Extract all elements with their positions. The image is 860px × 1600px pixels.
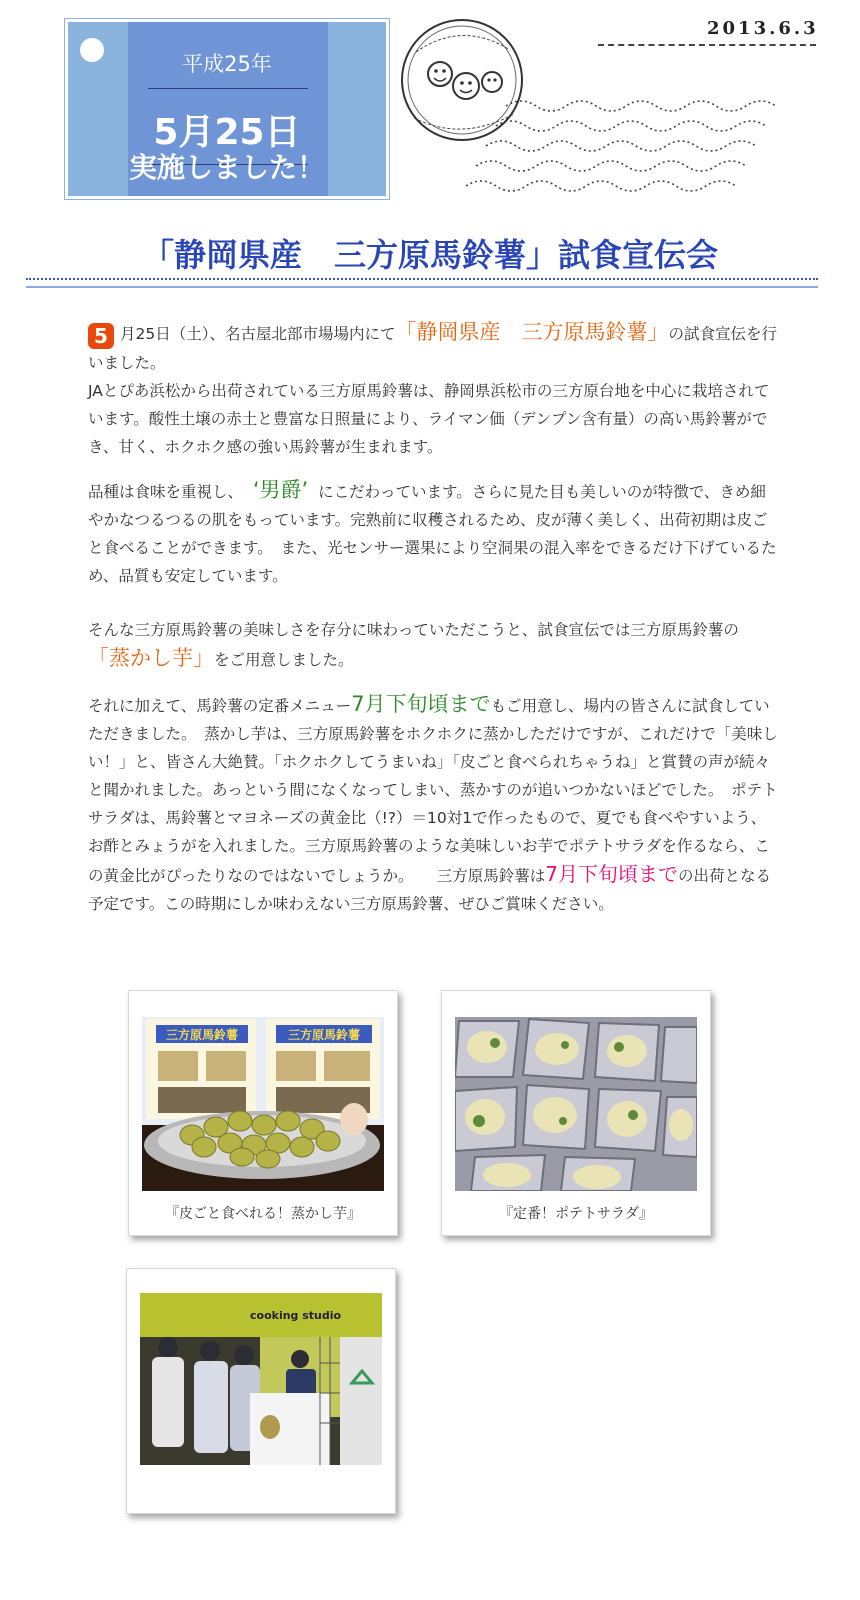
salad-text-3: の出荷となる予定です。この時期にしか味わえない三方原馬鈴薯、ぜひご賞味ください。 [88,867,772,913]
intro-text-3: JAとぴあ浜松から出荷されている三方原馬鈴薯は、静岡県浜松市の三方原台地を中心に栽培されています。酸性土壌の赤土と豊富な日照量により、ライマン価（デンプン含有量）の高い馬鈴薯ができ、甘く、ホクホク感の強い馬鈴薯が生まれます。 [88,382,770,456]
stamp-done-text: 実施しました！ [128,151,325,184]
steamed-highlight: 「蒸かし芋」 [88,646,214,670]
tasting-booth-image [140,1293,382,1465]
photo-potato-salad [441,990,711,1236]
intro-text-1: 月25日（土）、名古屋北部市場場内にて [120,325,396,343]
salad-text-2: もご用意し、場内の皆さんに試食していただきました。 蒸かし芋は、三方原馬鈴薯をホクホクに蒸かしただけですが、これだけで「美味しい！」と、皆さん大絶賛。「ホクホクしてうまいね」「皮ごと食べられちゃうね」と賞賛の声が続々と聞かれました。あっという間になくなってしまい、蒸かすのが追いつかないほどでした。 ポテトサラダは、馬鈴薯とマヨネーズの黄金比（!?）＝10対1で作ったもので、夏でも食べやすいよう、お酢とみょうがを入れました。三方原馬鈴薯のような美味しいお芋でポテトサラダを作るなら、この黄金比がぴったりなのではないでしょうか。 三方原馬鈴薯は [88,697,778,885]
photo-caption-salad: 『定番！ポテトサラダ』 [499,1206,653,1222]
steamed-text-2: をご用意しました。 [214,651,354,669]
steamed-potato-image [142,1017,384,1191]
variety-highlight: ‘男爵’ [252,478,309,502]
title-divider [26,278,818,288]
stamp-date: 5月25日 [153,112,301,153]
photo-steamed-potato [128,990,398,1236]
stamp-rule-top [148,88,308,89]
intro-text-2: の試食宣伝を行いました。 [88,325,777,372]
season-highlight: 7月下旬頃まで [545,862,678,886]
initial-badge: 5 [88,323,114,349]
page-title: 「静岡県産 三方原馬鈴薯」試食宣伝会 [141,236,718,274]
photo-caption-steamed: 『皮ごと食べれる！蒸かし芋』 [165,1206,361,1222]
intro-highlight: 「静岡県産 三方原馬鈴薯」 [395,320,669,344]
paragraph-steamed [88,616,778,674]
steamed-text-1: そんな三方原馬鈴薯の美味しさを存分に味わっていただこうと、試食宣伝では三方原馬鈴薯の [88,621,739,639]
variety-text-2: にこだわっています。さらに見た目も美しいのが特徴で、きめ細やかなつるつるの肌をもっています。完熟前に収穫されるため、皮が薄く美しく、出荷初期は皮ごと食べることができます。 また、光センサー選果により空洞果の混入率をできるだけ下げているため、品質も安定しています。 [88,483,777,585]
date-label: 2013.6.3 [707,18,819,39]
poster-title-right: 三方原馬鈴薯 [287,1028,361,1042]
booth-sign: cooking studio [250,1309,342,1322]
photo-tasting-booth [126,1268,396,1514]
stamp-era: 平成25年 [182,52,272,76]
potato-salad-image [455,1017,697,1191]
paragraph-salad [88,690,778,918]
salad-highlight: 7月下旬頃まで [351,692,491,716]
paragraph-intro [88,318,778,461]
poster-title-left: 三方原馬鈴薯 [165,1028,239,1042]
salad-text-1: それに加えて、馬鈴薯の定番メニュー [88,697,352,715]
variety-text-1: 品種は食味を重視し、 [88,483,244,501]
event-date-stamp [68,22,386,196]
paragraph-variety [88,476,778,590]
postmark-icon [396,14,786,214]
